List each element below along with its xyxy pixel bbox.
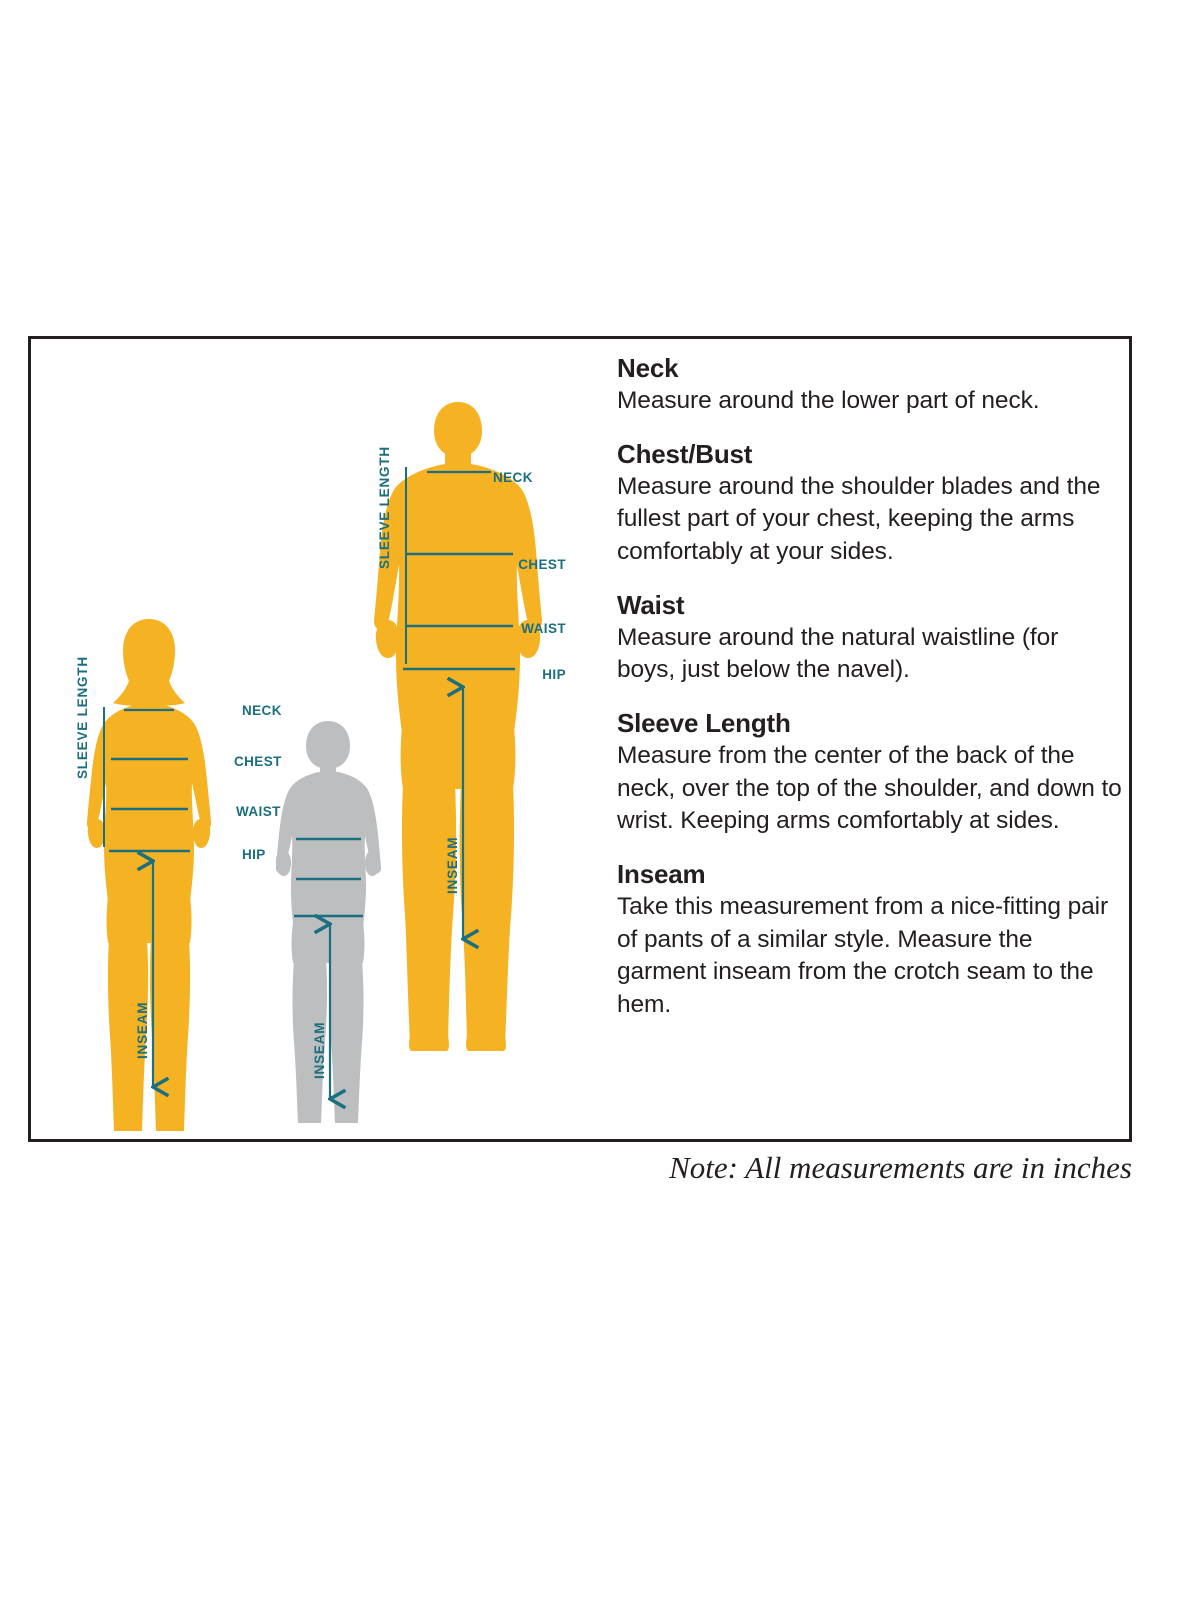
instruction-sleeve-length-body: Measure from the center of the back of the neck, over the top of the shoulder, and down to wrist. Keeping arms comfortably at sides. <box>617 742 1122 835</box>
woman-sleeve-length-label: SLEEVE LENGTH <box>75 656 90 779</box>
woman-waist-label: WAIST <box>236 804 281 819</box>
instruction-waist <box>617 590 1122 687</box>
instruction-neck <box>617 353 1122 418</box>
child-inseam-label: INSEAM <box>312 1021 327 1079</box>
man-hip-label: HIP <box>542 667 566 682</box>
instruction-chest-bust-body: Measure around the shoulder blades and the fullest part of your chest, keeping the arms comfortably at your sides. <box>617 472 1101 566</box>
instruction-inseam <box>617 859 1122 1021</box>
instruction-inseam-body: Take this measurement from a nice-fitting pair of pants of a similar style. Measure the garment inseam from the crotch seam to the hem. <box>617 892 1109 1018</box>
figure-child <box>276 721 381 1123</box>
measurement-instructions <box>591 339 1132 1139</box>
figures-illustration <box>31 339 591 1139</box>
instruction-sleeve-length <box>617 708 1122 838</box>
instruction-inseam-title: Inseam <box>617 858 706 889</box>
instruction-waist-title: Waist <box>617 589 685 620</box>
instruction-neck-body: Measure around the lower part of neck. <box>617 387 1040 415</box>
woman-chest-label: CHEST <box>234 754 282 769</box>
instruction-chest-bust-title: Chest/Bust <box>617 438 753 469</box>
man-inseam-label: INSEAM <box>445 836 460 894</box>
man-waist-label: WAIST <box>521 621 566 636</box>
instruction-sleeve-length-title: Sleeve Length <box>617 707 791 738</box>
measurement-guide-panel <box>28 336 1132 1142</box>
figures-svg <box>31 339 591 1139</box>
figure-woman <box>75 619 282 1131</box>
man-neck-label: NECK <box>493 470 533 485</box>
measurement-units-note: Note: All measurements are in inches <box>669 1150 1132 1185</box>
instruction-chest-bust <box>617 439 1122 569</box>
woman-inseam-label: INSEAM <box>135 1001 150 1059</box>
man-sleeve-length-label: SLEEVE LENGTH <box>377 446 392 569</box>
woman-neck-label: NECK <box>242 703 282 718</box>
figure-man <box>374 402 566 1051</box>
instruction-waist-body: Measure around the natural waistline (for boys, just below the navel). <box>617 623 1059 684</box>
instruction-neck-title: Neck <box>617 353 679 383</box>
man-chest-label: CHEST <box>518 557 566 572</box>
woman-hip-label: HIP <box>242 847 266 862</box>
